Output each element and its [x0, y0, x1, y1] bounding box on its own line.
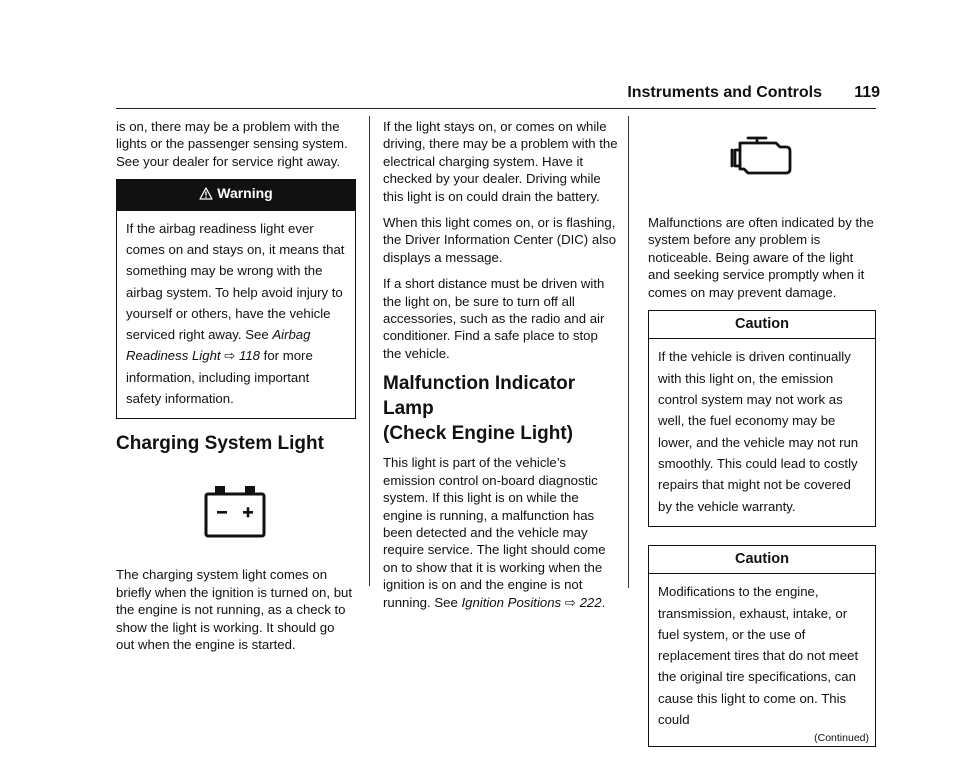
caution-1-header: Caution — [649, 311, 875, 339]
warning-body — [117, 211, 355, 419]
engine-icon — [648, 136, 876, 178]
caution-box-2 — [648, 545, 876, 747]
warning-triangle-icon — [199, 187, 213, 204]
warning-text: If the airbag readiness light ever comes on and stays on, it means that something may be wrong with the airbag system. To help avoid injury to yourself or others, have the vehicle serviced right away. See — [126, 220, 345, 343]
warning-header — [117, 180, 355, 210]
mil-heading-line2: (Check Engine Light) — [383, 423, 573, 445]
column-left — [116, 118, 356, 662]
xref-ignition-positions[interactable]: Ignition Positions — [461, 594, 562, 610]
paragraph-3: If a short distance must be driven with the light on, be sure to turn off all accessories, such as the radio and air conditioner. Find a safe place to stop the vehicle. — [383, 276, 605, 361]
paragraph-4 — [383, 454, 619, 611]
xref-airbag-readiness[interactable]: Airbag Readiness Light — [126, 327, 311, 364]
page-number: 119 — [854, 84, 880, 101]
xref-page[interactable]: 222 — [579, 594, 602, 610]
paragraph-1: If the light stays on, or comes on while driving, there may be a problem with the electrical charging system. Have it checked by your dealer. Driving while this light is on could drain the battery. — [383, 119, 618, 204]
charging-paragraph: The charging system light comes on briefly when the ignition is turned on, but the engine is not running, as a check to show the light is working. It should go out when the engine is started. — [116, 567, 353, 652]
column-right — [648, 118, 876, 759]
charging-heading: Charging System Light — [116, 433, 324, 455]
mil-heading-line1: Malfunction Indicator Lamp — [383, 373, 576, 420]
caution-2-header: Caution — [649, 546, 875, 574]
column-divider-1 — [369, 116, 370, 586]
column-middle — [383, 118, 619, 620]
page-header — [560, 84, 880, 106]
paragraph-2: When this light comes on, or is flashing, the Driver Information Center (DIC) also displays a message. — [383, 215, 617, 265]
warning-title: Warning — [217, 185, 273, 202]
xref-arrow: ⇨ — [564, 594, 576, 610]
intro-paragraph: is on, there may be a problem with the lights or the passenger sensing system. See your dealer for service right away. — [116, 119, 348, 169]
caution-2-body: Modifications to the engine, transmission, exhaust, intake, or fuel system, or the use of replacement tires that do not meet the original tire specifications, can cause this light to come on. This could — [658, 584, 859, 727]
xref-page[interactable]: 118 — [238, 348, 261, 364]
paragraph-4-end: . — [601, 594, 606, 610]
section-title: Instruments and Controls — [627, 84, 822, 101]
warning-text-end: for more information, including important safety information. — [126, 348, 313, 406]
xref-arrow: ⇨ — [224, 348, 236, 364]
caution-box-1 — [648, 310, 876, 527]
warning-box — [116, 179, 356, 419]
column-divider-2 — [628, 116, 629, 588]
paragraph-4-text: This light is part of the vehicle’s emission control on-board diagnostic system. If this light is on while the engine is running, a malfunction has been detected and the vehicle may require service. The light should come on to show that it is working when the ignition is on and the engine is not running. See — [383, 455, 606, 610]
caution-1-body: If the vehicle is driven continually with this light on, the emission control system may not work as well, the fuel economy may be lower, and the vehicle may not run smoothly. This could lead to costly repairs that might not be covered by the vehicle warranty. — [658, 349, 859, 514]
malfunction-paragraph: Malfunctions are often indicated by the system before any problem is noticeable. Being aware of the light and seeking service promptly when it comes on may prevent damage. — [648, 215, 874, 300]
battery-icon — [116, 486, 356, 538]
mil-heading — [383, 371, 619, 446]
continued-label: (Continued) — [814, 732, 869, 745]
header-rule — [116, 108, 876, 109]
